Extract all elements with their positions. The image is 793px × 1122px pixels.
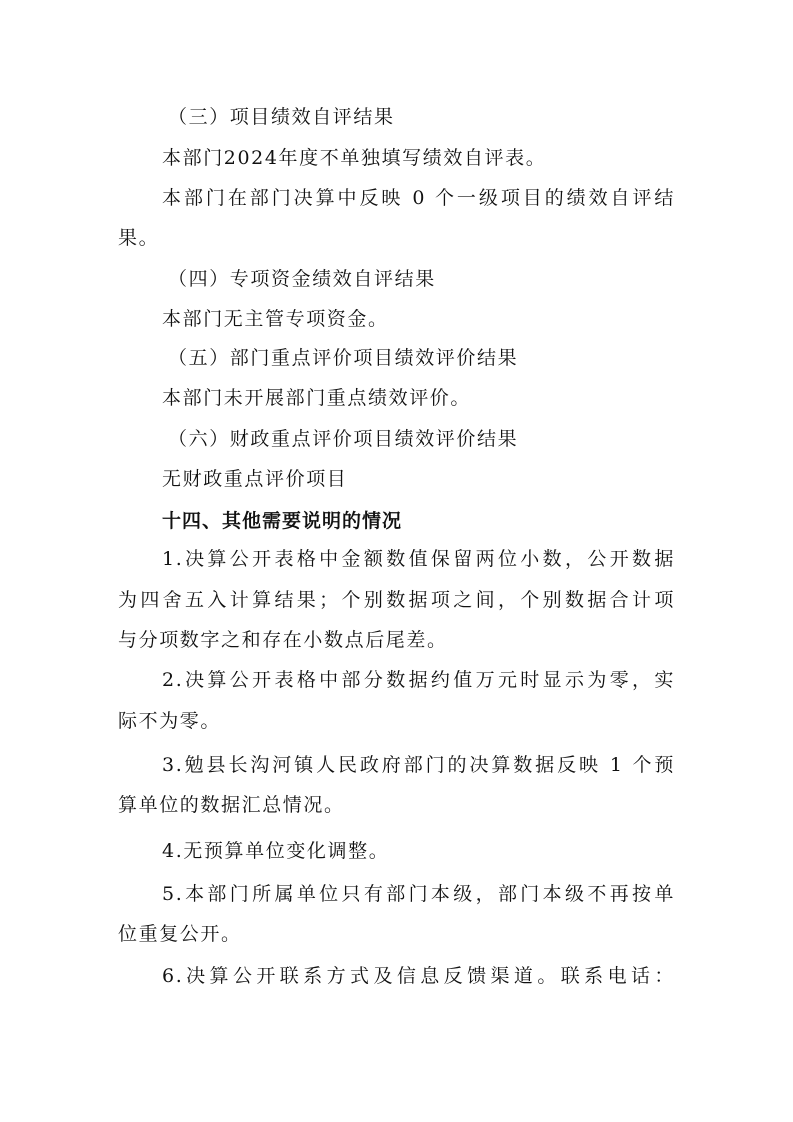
item-5-line-1: 5.本部门所属单位只有部门本级，部门本级不再按单: [162, 883, 675, 905]
section-5-paragraph-1: 本部门未开展部门重点绩效评价。: [162, 387, 472, 409]
item-2-line-2: 际不为零。: [118, 710, 222, 732]
section-4-paragraph-1: 本部门无主管专项资金。: [162, 308, 389, 330]
item-4-line-1: 4.无预算单位变化调整。: [162, 840, 390, 862]
item-1-line-3: 与分项数字之和存在小数点后尾差。: [118, 629, 448, 651]
section-3-heading: （三）项目绩效自评结果: [168, 106, 395, 128]
section-3-paragraph-2-line-2: 果。: [118, 227, 160, 249]
item-1-line-2: 为四舍五入计算结果；个别数据项之间，个别数据合计项: [118, 589, 675, 611]
item-5-line-2: 位重复公开。: [118, 923, 242, 945]
section-14-heading: 十四、其他需要说明的情况: [162, 510, 403, 532]
item-3-line-2: 算单位的数据汇总情况。: [118, 794, 345, 816]
section-6-paragraph-1: 无财政重点评价项目: [162, 468, 348, 490]
item-1-line-1: 1.决算公开表格中金额数值保留两位小数，公开数据: [162, 548, 675, 570]
section-3-paragraph-2-line-1: 本部门在部门决算中反映 0 个一级项目的绩效自评结: [162, 187, 675, 209]
section-3-paragraph-1: 本部门2024年度不单独填写绩效自评表。: [162, 147, 547, 169]
item-2-line-1: 2.决算公开表格中部分数据约值万元时显示为零，实: [162, 669, 675, 691]
item-3-line-1: 3.勉县长沟河镇人民政府部门的决算数据反映 1 个预: [162, 754, 675, 776]
section-6-heading: （六）财政重点评价项目绩效评价结果: [168, 428, 519, 450]
section-4-heading: （四）专项资金绩效自评结果: [168, 268, 436, 290]
item-6-line-1: 6.决算公开联系方式及信息反馈渠道。联系电话：: [162, 965, 675, 987]
section-5-heading: （五）部门重点评价项目绩效评价结果: [168, 347, 519, 369]
